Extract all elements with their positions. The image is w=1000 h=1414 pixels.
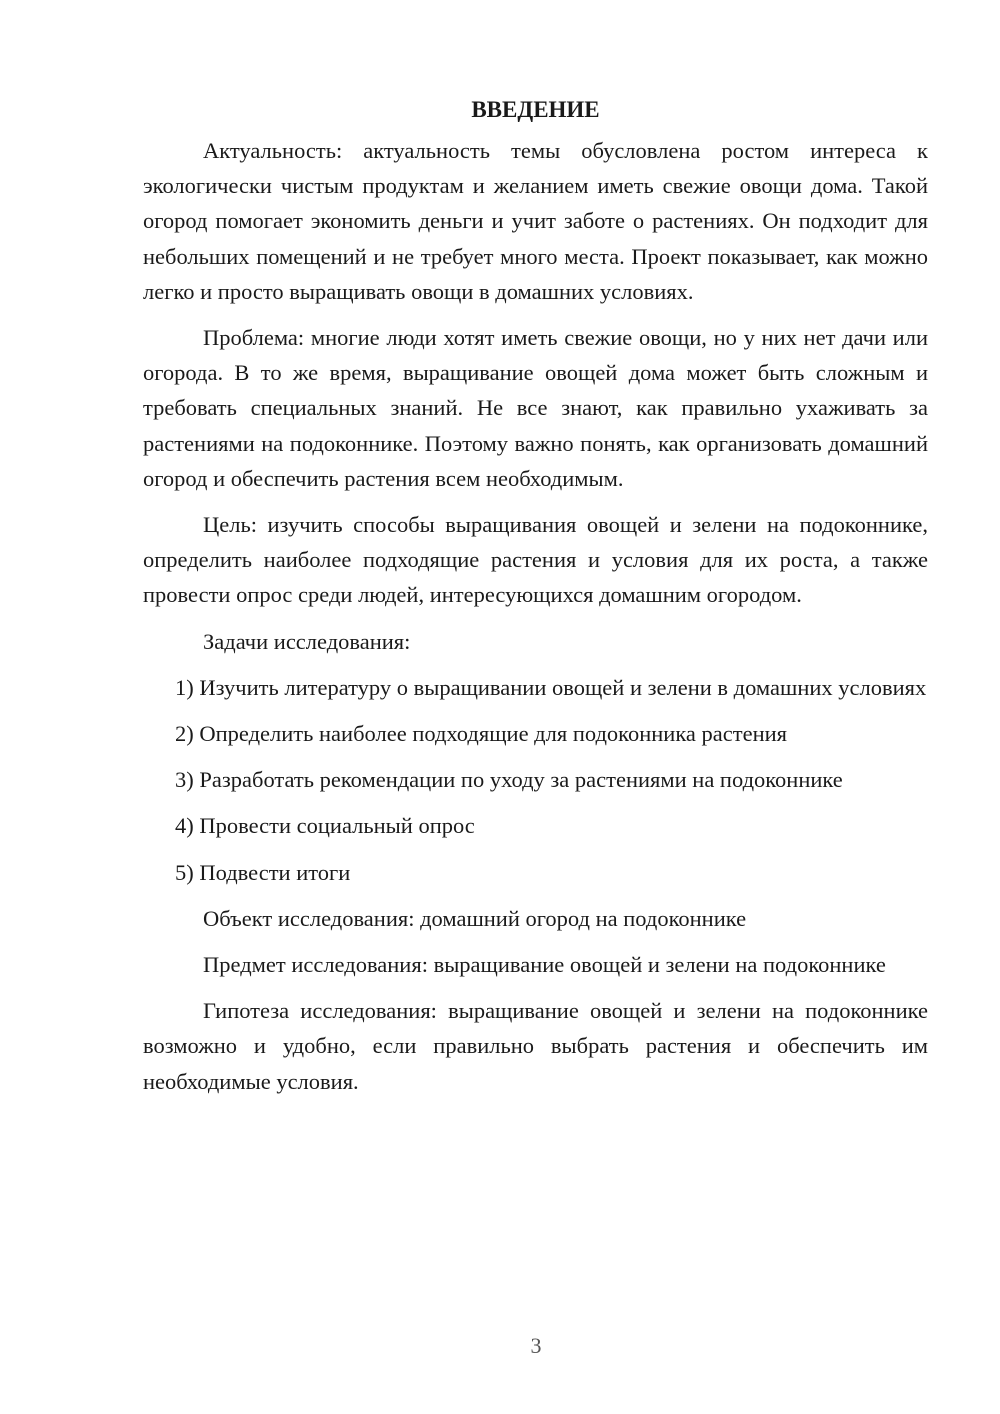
task-item: 1) Изучить литературу о выращивании овощей и зелени в домашних условиях (175, 674, 927, 700)
page-number: 3 (530, 1333, 542, 1358)
paragraph-subject: Предмет исследования: выращивание овощей и зелени на подоконнике (203, 952, 886, 978)
paragraph-hypothesis: Гипотеза исследования: выращивание овощей и зелени на подоконнике возможно и удобно, если правильно выбрать растения и обеспечить им необходимые условия. (143, 998, 928, 1094)
task-item: 2) Определить наиболее подходящие для подоконника растения (175, 721, 788, 747)
task-item: 3) Разработать рекомендации по уходу за растениями на подоконнике (175, 767, 843, 793)
page-content (143, 92, 928, 1110)
paragraph-object: Объект исследования: домашний огород на подоконнике (203, 905, 747, 931)
paragraph-goal: Цель: изучить способы выращивания овощей и зелени на подоконнике, определить наиболее подходящие растения и условия для их роста, а также провести опрос среди людей, интересующихся домашним огородом. (143, 512, 928, 608)
task-item: 4) Провести социальный опрос (175, 813, 475, 839)
section-title: ВВЕДЕНИЕ (471, 97, 600, 122)
paragraph-problem: Проблема: многие люди хотят иметь свежие овощи, но у них нет дачи или огорода. В то же время, выращивание овощей дома может быть сложным и требовать специальных знаний. Не все знают, как правильно ухаживать за растениями на подоконнике. Поэтому важно понять, как организовать домашний огород и обеспечить растения всем необходимым. (143, 325, 928, 491)
tasks-heading: Задачи исследования: (203, 628, 411, 654)
paragraph-relevance: Актуальность: актуальность темы обусловлена ростом интереса к экологически чистым продуктам и желанием иметь свежие овощи дома. Такой огород помогает экономить деньги и учит заботе о растениях. Он подходит для небольших помещений и не требует много места. Проект показывает, как можно легко и просто выращивать овощи в домашних условиях. (143, 138, 928, 304)
task-item: 5) Подвести итоги (175, 859, 351, 885)
